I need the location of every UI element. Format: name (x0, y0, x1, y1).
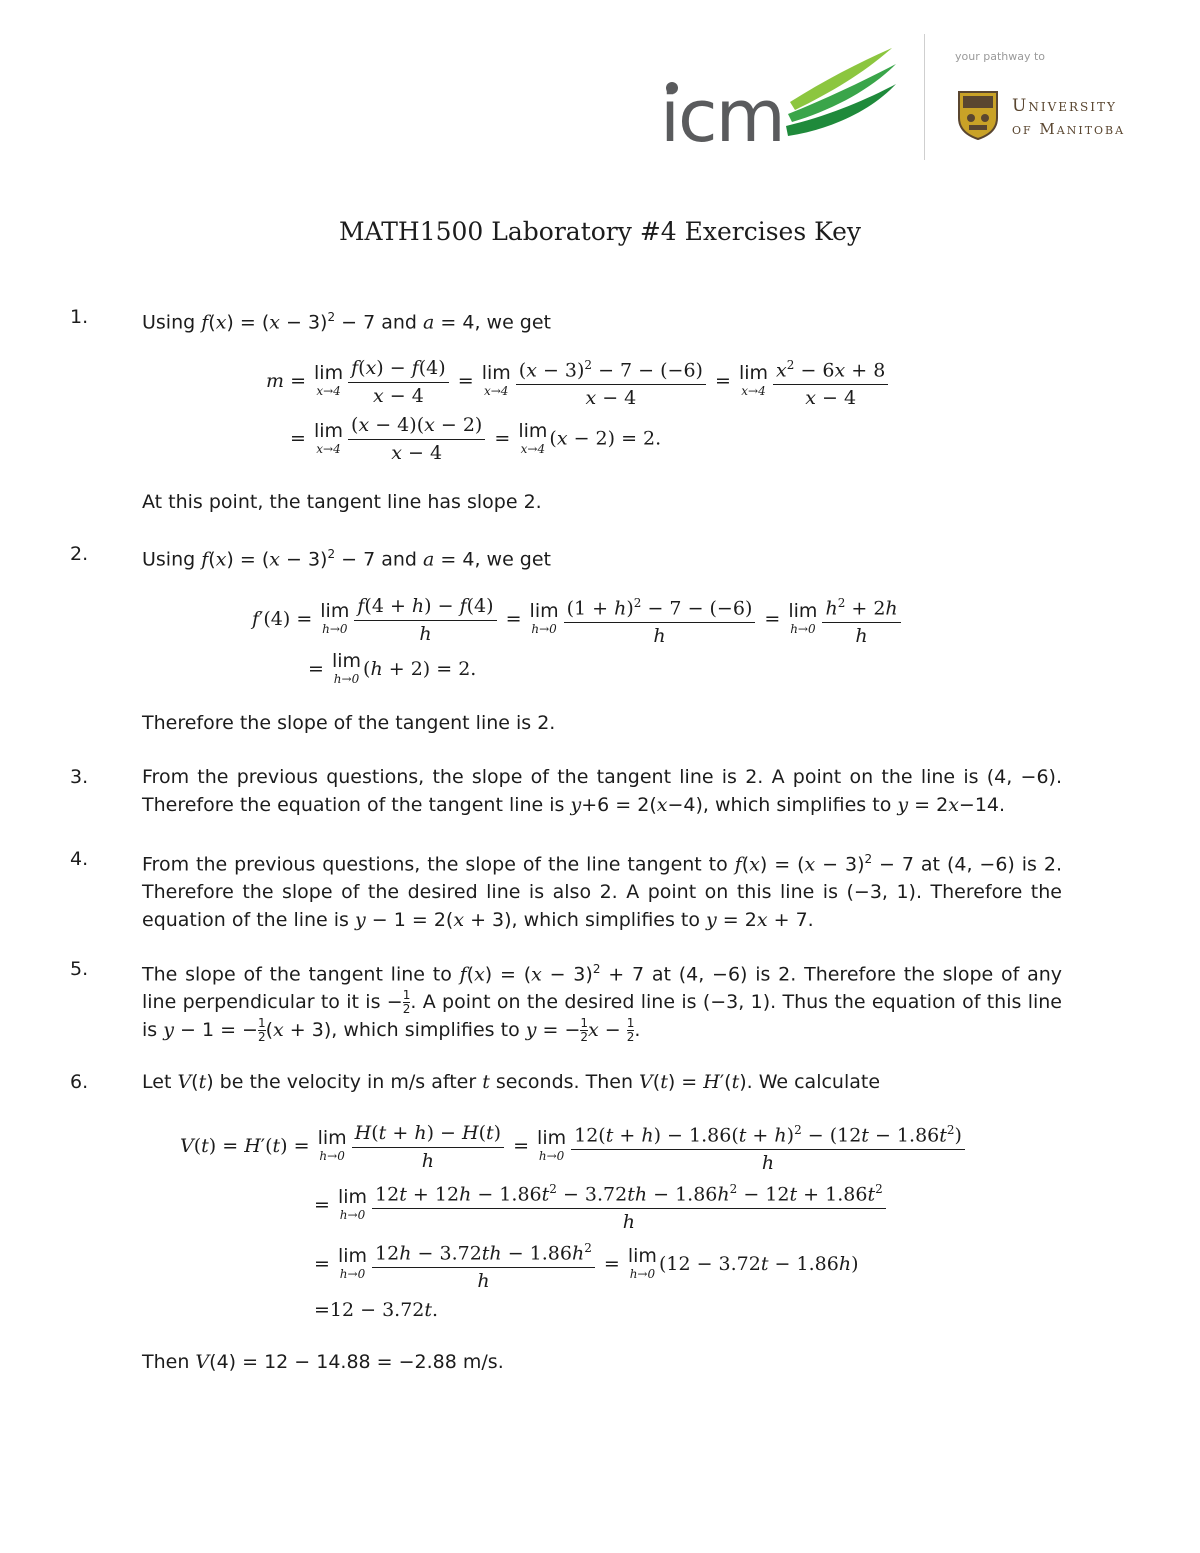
item-6-intro: Let V(t) be the velocity in m/s after t seconds. Then V(t) = H′(t). We calculate (142, 1071, 881, 1093)
item-6-equation-line2: = lim h→0 $\frac{12t + 12h - 1.86t^2 - 3.72th - 1.86h^2 - 12t + 1.86t^2}{h}$ (314, 1176, 889, 1236)
item-2-equation-line1: f′(4) = lim h→0 $\frac{f(4 + h) - f(4)}{h}$ = lim h→0 $\frac{(1 + h)^2 - 7 - (-6)}{h}$ = lim h→0 $\frac{h^2 + 2h}{h}$ (252, 590, 904, 650)
item-6-equation-line3: = lim h→0 $\frac{12h - 3.72th - 1.86h^2}{h}$ = lim h→0 (12 − 3.72t − 1.86h) (314, 1235, 858, 1295)
item-2-intro: Using $f(x) = (x - 3)^2 - 7$ and a = 4, we get (142, 547, 551, 571)
item-1-conclusion: At this point, the tangent line has slope 2. (142, 491, 542, 513)
item-number: 2. (70, 543, 89, 565)
pathway-text: your pathway to (955, 50, 1046, 63)
item-2-equation-line2: = lim h→0 (h + 2) = 2. (308, 650, 477, 686)
icm-logo (660, 40, 900, 160)
item-number: 3. (70, 766, 89, 788)
item-3-text: From the previous questions, the slope of the tangent line is 2. A point on the line is (4, −6). Therefore the equation of the tangent line is y+6 = 2(x−4), which simplifies to y = 2x−14. (142, 766, 1062, 816)
university-line1: University (1012, 96, 1117, 116)
item-number: 4. (70, 848, 89, 870)
manitoba-crest-icon (957, 90, 999, 140)
item-4-text: From the previous questions, the slope of the line tangent to $f(x) = (x - 3)^2 - 7$ at (4, −6) is 2. Therefore the slope of the desired line is also 2. A point on this line is (−3, 1). Therefore the equation of the line is y − 1 = 2(x + 3), which simplifies to y = 2x + 7. (142, 852, 1062, 932)
page-title: MATH1500 Laboratory #4 Exercises Key (338, 217, 862, 246)
item-number: 1. (70, 306, 89, 328)
item-number: 5. (70, 958, 89, 980)
item-2-conclusion: Therefore the slope of the tangent line is 2. (142, 712, 556, 734)
icm-wordmark: icm (660, 74, 784, 158)
item-1-equation-line2: = lim x→4 $\frac{(x - 4)(x - 2)}{x - 4}$ = lim x→4 (x − 2) = 2. (290, 414, 662, 464)
item-6-equation-line1: V(t) = H′(t) = lim h→0 $\frac{H(t + h) - H(t)}{h}$ = lim h→0 $\frac{12(t + h) - 1.86(t + h)^2 - (12t - 1.86t^2)}{h}$ (180, 1117, 968, 1177)
item-1-equation-line1: m = lim x→4 $\frac{f(x) - f(4)}{x - 4}$ = lim x→4 $\frac{(x - 3)^2 - 7 - (-6)}{x - 4}$ = lim x→4 $\frac{x^2 - 6x + 8}{x - 4}$ (266, 352, 891, 412)
item-5-text: The slope of the tangent line to $f(x) = (x - 3)^2 + 7$ at (4, −6) is 2. Therefore the slope of any line perpendicular to it is − $\frac{1}{2}$ . A point on the desired line is (−3, 1). Thus the equation of this line is y − 1 = − $\frac{1}{2}$ (x + 3), which simplifies to y = − $\frac{1}{2}$ x − $\frac{1}{2}$ . (142, 962, 1063, 1045)
item-1-intro: Using $f(x) = (x - 3)^2 - 7$ and a = 4, we get (142, 310, 551, 334)
university-line2: of Manitoba (1012, 120, 1126, 138)
logo-divider (924, 34, 925, 160)
item-number: 6. (70, 1071, 89, 1093)
item-6-conclusion: Then V(4) = 12 − 14.88 = −2.88 m/s. (142, 1351, 504, 1373)
item-6-equation-line4: =12 − 3.72t. (314, 1299, 439, 1321)
